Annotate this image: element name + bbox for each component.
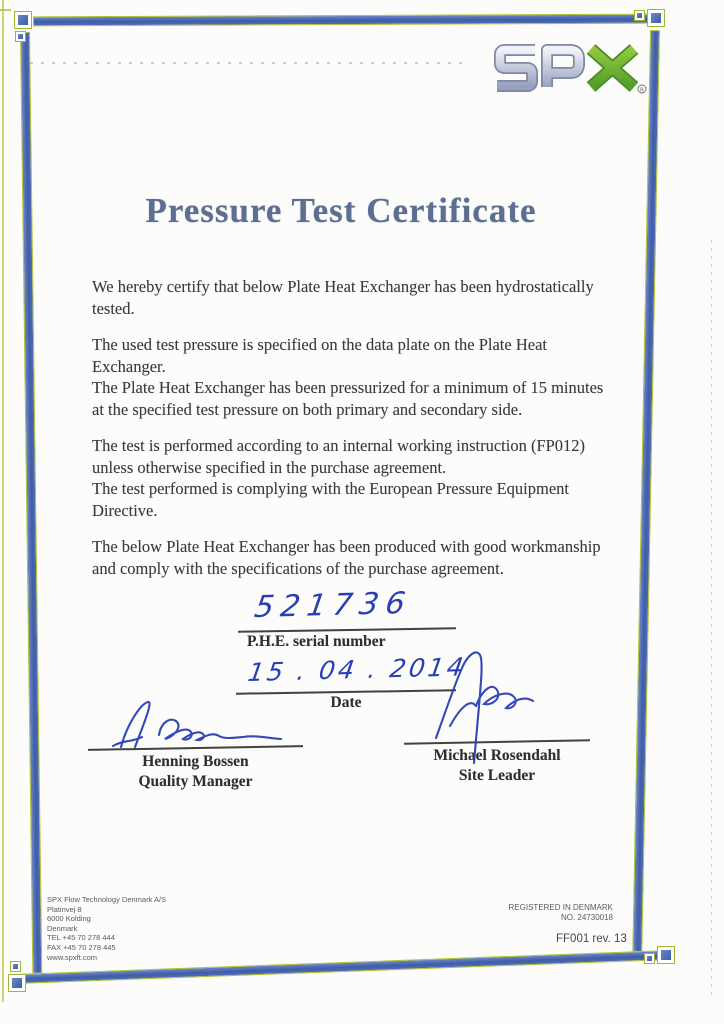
serial-number-label: P.H.E. serial number — [247, 633, 386, 650]
scan-edge-line-left — [2, 0, 4, 1002]
signatory-left — [88, 752, 303, 791]
body-line: The below Plate Heat Exchanger has been produced with good workmanship — [92, 537, 601, 556]
signature-henning-bossen — [95, 697, 305, 752]
scan-edge-tick — [0, 9, 11, 11]
body-line: The test performed is complying with the European Pressure Equipment — [92, 479, 570, 498]
spx-logo — [487, 40, 649, 96]
frame-corner-top-left-tab — [15, 31, 26, 42]
company-name: SPX Flow Technology Denmark A/S — [47, 895, 167, 904]
registered-in-denmark-block — [465, 903, 613, 923]
signatory-title: Site Leader — [458, 766, 536, 784]
body-line: unless otherwise specified in the purchase agreement. — [92, 457, 447, 477]
company-fax: FAX +45 70 278 445 — [47, 942, 116, 952]
body-line: Directive. — [92, 500, 158, 520]
body-line: and comply with the specifications of the purchase agreement. — [92, 558, 504, 578]
registered-mark-icon — [638, 85, 646, 93]
date-label: Date — [330, 694, 362, 711]
scan-artifact-dots — [30, 62, 462, 64]
certificate-title: Pressure Test Certificate — [145, 191, 537, 230]
serial-number-line — [238, 627, 456, 632]
company-address-block — [47, 895, 166, 962]
company-city: 6000 Kolding — [47, 914, 91, 924]
registered-number: NO. 24730018 — [560, 913, 613, 922]
signatory-name: Henning Bossen — [142, 753, 249, 770]
company-website: www.spxft.com — [47, 952, 98, 962]
frame-corner-bottom-right — [657, 946, 675, 964]
body-line: The used test pressure is specified on the data plate on the Plate Heat — [92, 335, 547, 354]
frame-corner-top-left — [14, 11, 32, 29]
frame-border-left — [20, 32, 42, 974]
frame-corner-top-right — [647, 9, 665, 27]
frame-corner-bottom-left-tab — [10, 961, 21, 972]
registered-line1: REGISTERED IN DENMARK — [508, 903, 613, 912]
frame-border-top — [33, 14, 651, 27]
certificate-body — [92, 261, 640, 594]
company-country: Denmark — [47, 923, 78, 933]
body-line: We hereby certify that below Plate Heat Exchanger has been hydrostatically — [92, 277, 594, 296]
body-line: The Plate Heat Exchanger has been pressurized for a minimum of 15 minutes — [92, 378, 604, 397]
signatory-name: Michael Rosendahl — [433, 747, 561, 764]
date-handwritten: 15 . 04 . 2014 — [246, 652, 469, 687]
signatory-title: Quality Manager — [138, 772, 253, 790]
svg-text:R: R — [640, 87, 644, 94]
company-tel: TEL +45 70 278 444 — [47, 933, 115, 943]
body-line: Exchanger. — [92, 356, 166, 376]
frame-corner-top-right-tab — [634, 10, 645, 21]
scan-edge-line-right — [711, 240, 712, 1000]
serial-number-handwritten: 521736 — [252, 585, 415, 625]
signature-michael-rosendahl — [420, 648, 592, 766]
body-line: The test is performed according to an internal working instruction (FP012) — [92, 436, 586, 455]
frame-corner-bottom-right-tab — [644, 953, 655, 964]
logo-letter-x — [591, 49, 634, 87]
frame-corner-bottom-left — [8, 974, 26, 992]
body-line: at the specified test pressure on both primary and secondary side. — [92, 399, 523, 419]
form-reference: FF001 rev. 13 — [556, 933, 627, 945]
company-street: Platinvej 8 — [47, 904, 82, 914]
body-line: tested. — [92, 298, 135, 318]
